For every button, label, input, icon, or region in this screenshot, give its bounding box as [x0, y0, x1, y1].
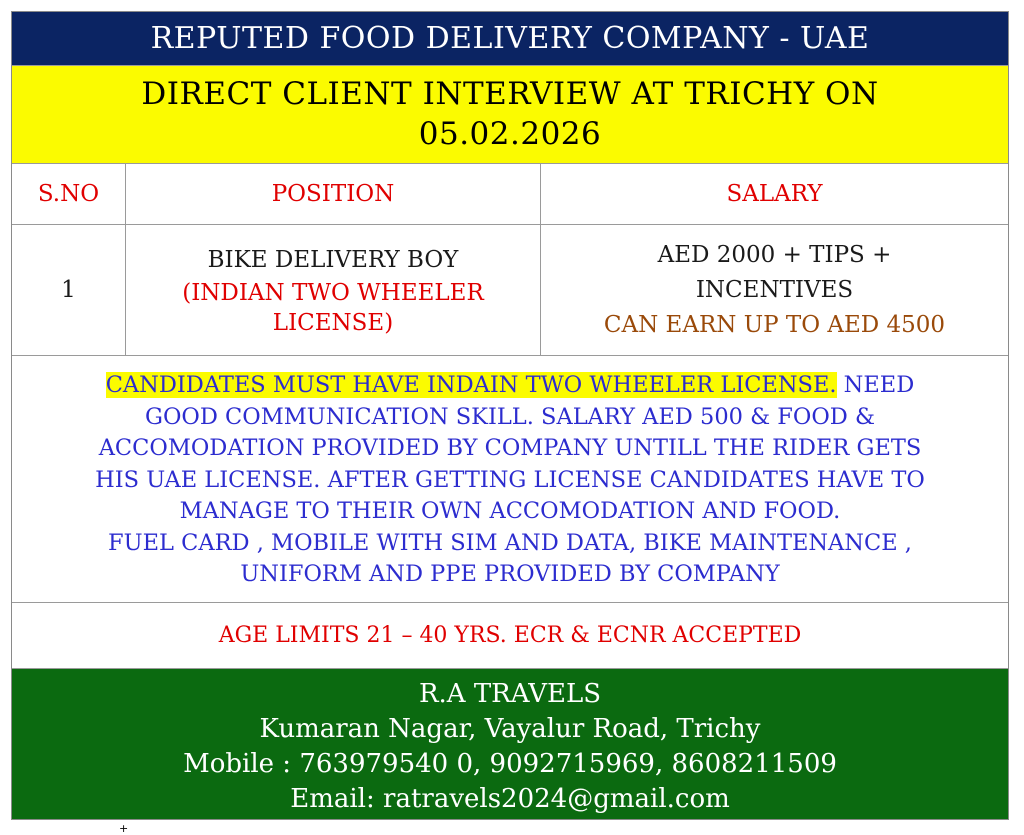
notes-line: FUEL CARD , MOBILE WITH SIM AND DATA, BIKE MAINTENANCE , [108, 529, 912, 556]
cell-sno: 1 [12, 225, 126, 356]
notes-line: GOOD COMMUNICATION SKILL. SALARY AED 500 & FOOD & [144, 403, 876, 430]
agency-email: Email: ratravels2024@gmail.com [290, 784, 730, 814]
interview-date: 05.02.2026 [418, 116, 602, 152]
position-note: (INDIAN TWO WHEELER [182, 279, 484, 306]
interview-notice [12, 66, 1008, 164]
positions-table [12, 164, 1008, 356]
license-requirement-highlight: CANDIDATES MUST HAVE INDAIN TWO WHEELER LICENSE. [105, 372, 837, 398]
job-advertisement [11, 11, 1009, 820]
interview-line: DIRECT CLIENT INTERVIEW AT TRICHY ON [141, 76, 879, 112]
header-salary: SALARY [541, 164, 1009, 225]
cell-salary [541, 225, 1009, 356]
cell-position [126, 225, 541, 356]
age-limit: AGE LIMITS 21 – 40 YRS. ECR & ECNR ACCEPTED [12, 603, 1008, 669]
header-position: POSITION [126, 164, 541, 225]
header-sno: S.NO [12, 164, 126, 225]
salary-base: AED 2000 + TIPS + [657, 241, 892, 268]
salary-incentives: INCENTIVES [695, 276, 854, 303]
position-note-cont: LICENSE) [272, 309, 394, 336]
position-title: BIKE DELIVERY BOY [207, 246, 459, 273]
contact-footer [12, 669, 1008, 819]
notes-line: ACCOMODATION PROVIDED BY COMPANY UNTILL THE RIDER GETS [98, 435, 922, 461]
table-header-row [12, 164, 1008, 225]
company-banner: REPUTED FOOD DELIVERY COMPANY - UAE [12, 12, 1008, 66]
agency-address: Kumaran Nagar, Vayalur Road, Trichy [259, 714, 761, 744]
requirements-notes [12, 356, 1008, 603]
notes-line: UNIFORM AND PPE PROVIDED BY COMPANY [240, 561, 780, 587]
agency-mobile: Mobile : 763979540 0, 9092715969, 8608211509 [183, 749, 837, 779]
notes-line: MANAGE TO THEIR OWN ACCOMODATION AND FOOD. [179, 498, 841, 524]
stray-plus-mark: + [119, 822, 129, 835]
agency-name: R.A TRAVELS [418, 679, 602, 709]
table-row [12, 225, 1008, 356]
salary-max-earning: CAN EARN UP TO AED 4500 [603, 311, 946, 338]
notes-line [20, 370, 1000, 402]
notes-line-rest: NEED [836, 372, 915, 398]
notes-line: HIS UAE LICENSE. AFTER GETTING LICENSE CANDIDATES HAVE TO [95, 466, 925, 493]
